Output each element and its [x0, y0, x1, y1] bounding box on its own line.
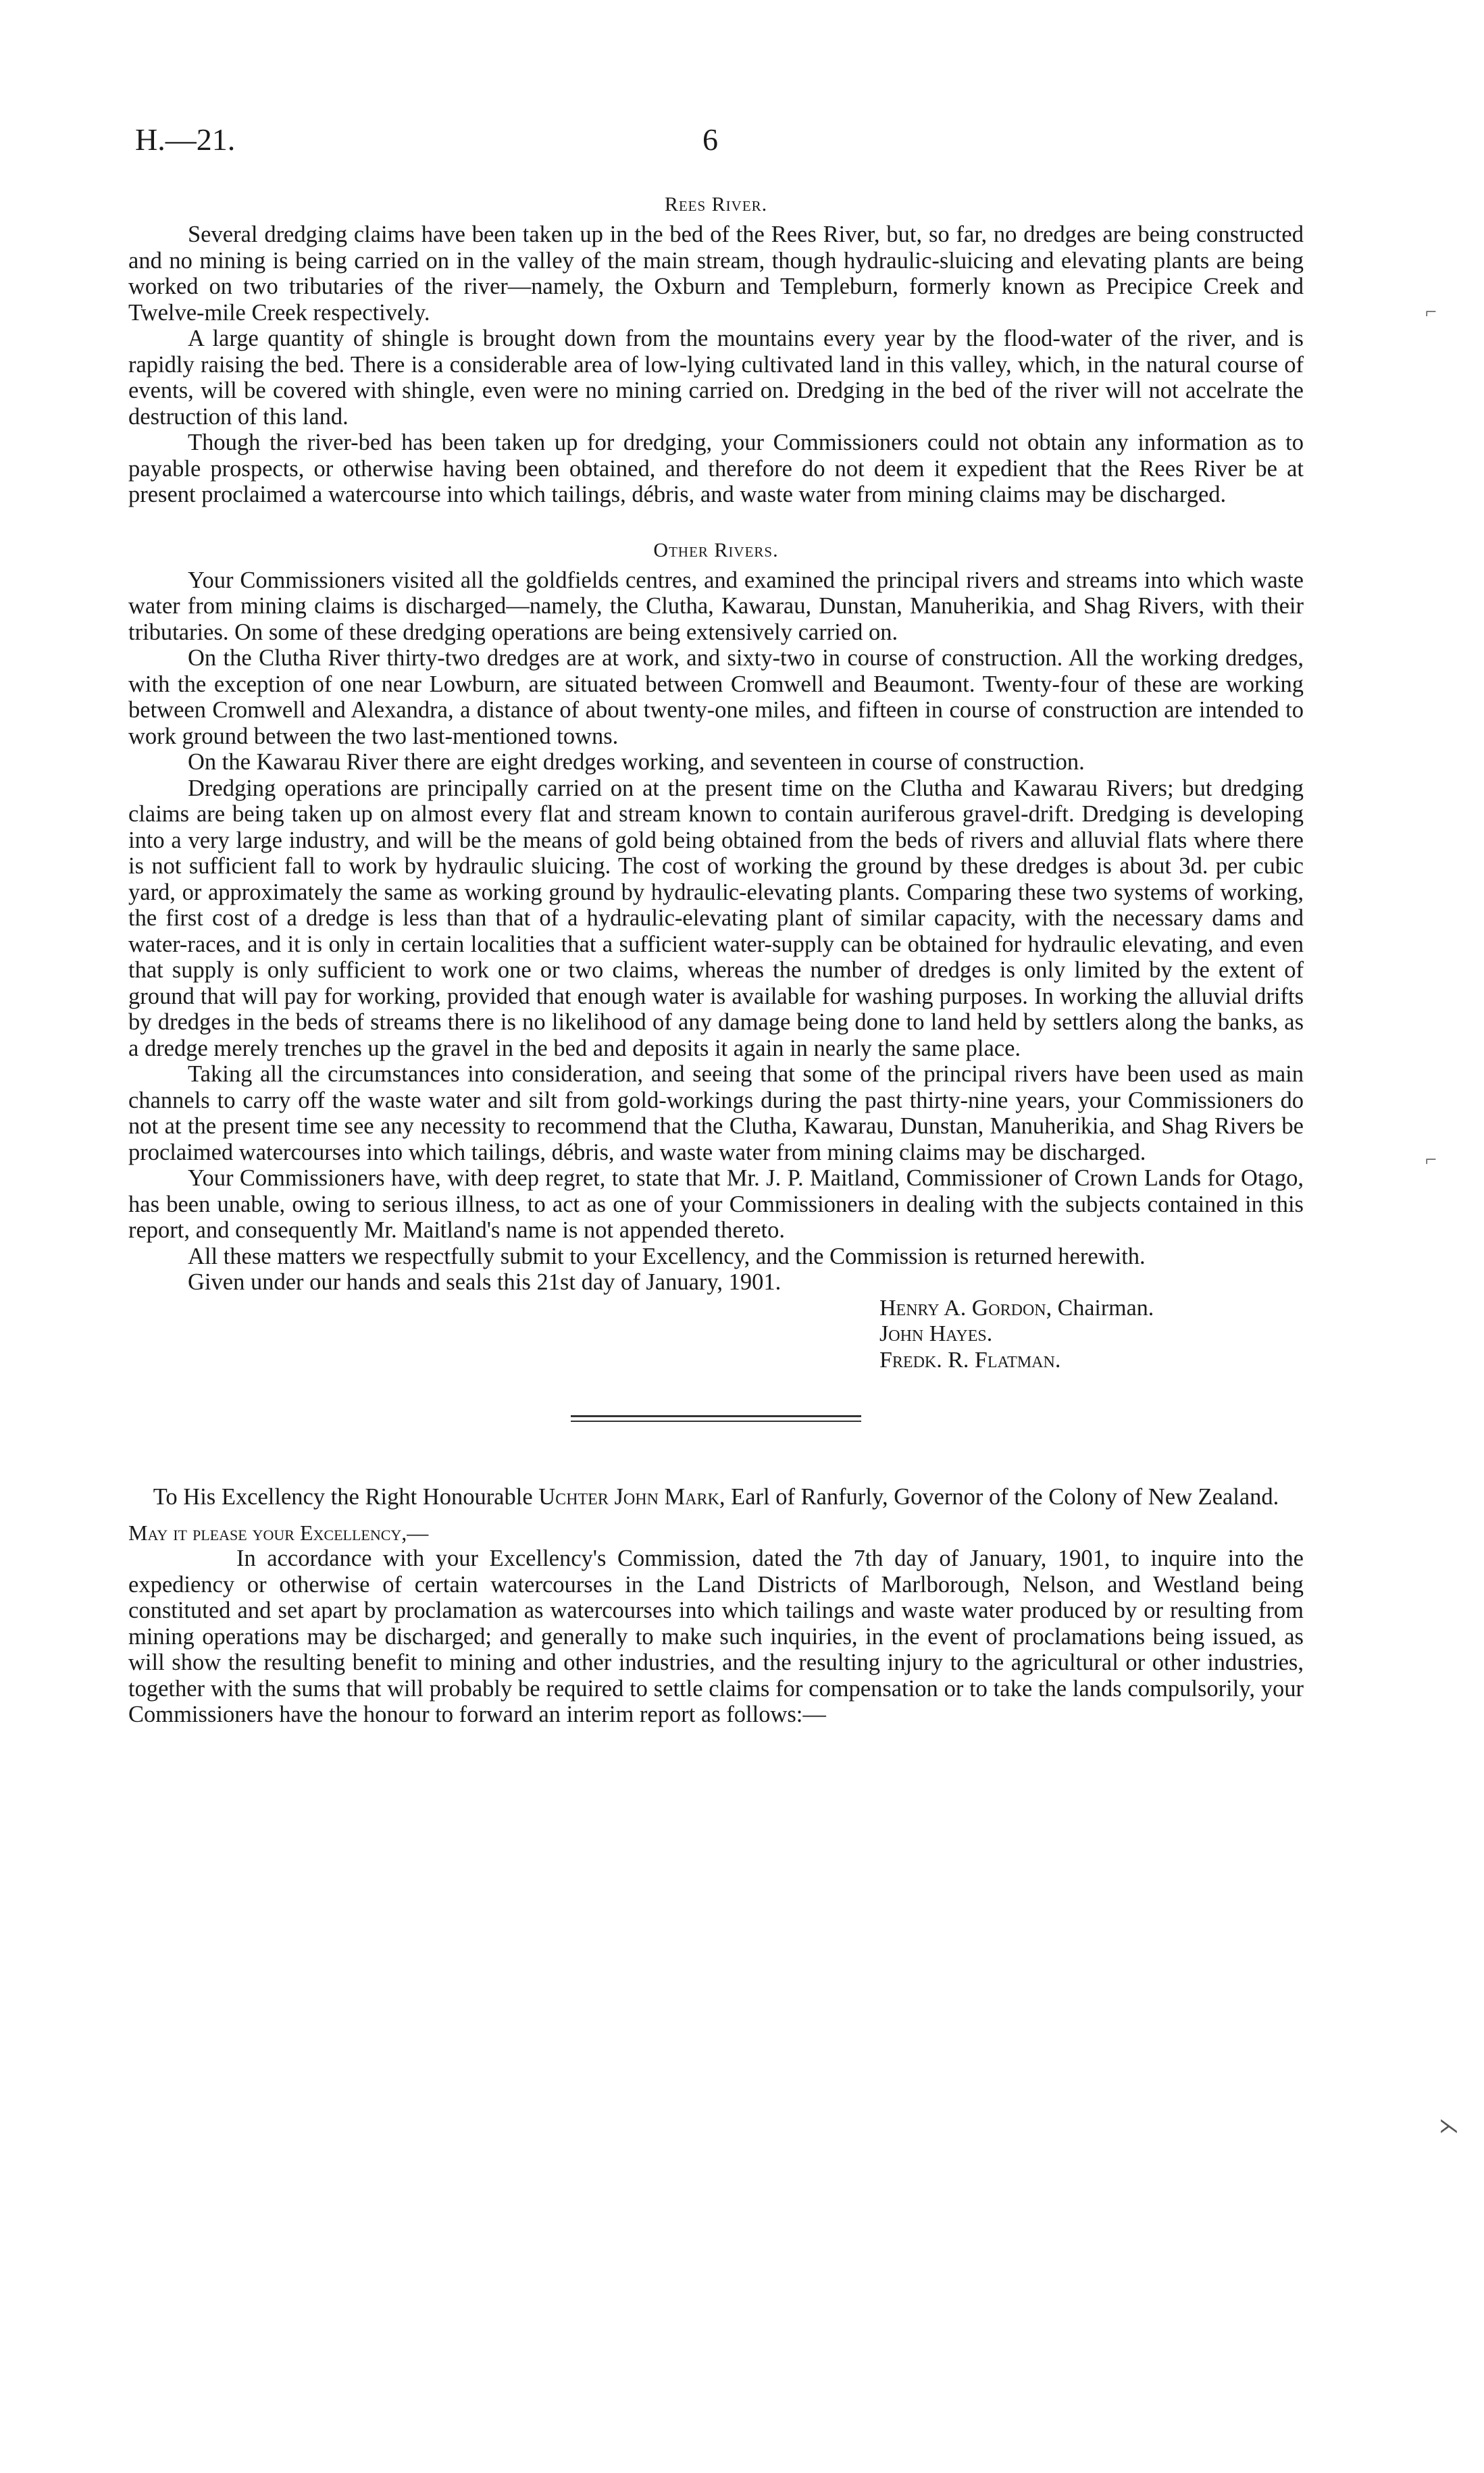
signature-block — [879, 1296, 1304, 1374]
address-line: To His Excellency the Right Honourable Uchter John Mark, Earl of Ranfurly, Governor of the Colony of New Zealand. — [153, 1484, 1279, 1510]
signatory: John Hayes. — [879, 1321, 993, 1346]
salutation: May it please your Excellency,— — [128, 1520, 429, 1545]
paragraph: On the Kawarau River there are eight dredges working, and seventeen in course of construction. — [188, 749, 1085, 775]
signatory: Henry A. Gordon, Chairman. — [879, 1295, 1154, 1321]
margin-mark: ⌐ — [1425, 1148, 1437, 1171]
paragraph: On the Clutha River thirty-two dredges are at work, and sixty-two in course of construction. All the working dredges, with the exception of one near Lowburn, are situated between Cromwell and Beaumont. Twenty-four of these are working between Cromwell and Alexandra, a distance of about twenty-one miles, and fifteen in course of construction are intended to work ground between the two last-mentioned towns. — [128, 645, 1304, 749]
paragraph: Several dredging claims have been taken up in the bed of the Rees River, but, so far, no dredges are being constructed and no mining is being carried on in the valley of the main stream, though hydraulic-sluicing and elevating plants are being worked on two tributaries of the river—namely, the Oxburn and Templeburn, formerly known as Precipice Creek and Twelve-mile Creek respectively. — [128, 222, 1304, 326]
section-divider — [571, 1415, 861, 1422]
paragraph: Though the river-bed has been taken up for dredging, your Commissioners could not obtain any information as to payable prospects, or otherwise having been obtained, and therefore do not deem it expedient that the Rees River be at present proclaimed a watercourse into which tailings, débris, and waste water from mining claims may be discharged. — [128, 430, 1304, 507]
page-body — [128, 193, 1304, 1728]
document-id: H.—21. — [135, 122, 236, 157]
paragraph: In accordance with your Excellency's Commission, dated the 7th day of January, 1901, to inquire into the expediency or otherwise of certain watercourses in the Land Districts of Marlborough, Nelson, and Westland being constituted and set apart by proclamation as watercourses into which tailings and waste water produced by or resulting from mining operations may be discharged; and generally to make such inquiries, in the event of proclamations being issued, as will show the resulting benefit to mining and other industries, and the resulting injury to the agricultural or other industries, together with the sums that will probably be required to settle claims for compensation or to take the lands compulsorily, your Commissioners have the honour to forward an interim report as follows:— — [128, 1546, 1304, 1727]
page-header — [135, 122, 1310, 169]
paragraph: Your Commissioners have, with deep regret, to state that Mr. J. P. Maitland, Commissioner of Crown Lands for Otago, has been unable, owing to serious illness, to act as one of your Commissioners in dealing with the subjects contained in this report, and consequently Mr. Maitland's name is not appended thereto. — [128, 1165, 1304, 1243]
margin-mark: ⋋ — [1439, 2115, 1459, 2137]
given-line: Given under our hands and seals this 21st day of January, 1901. — [188, 1269, 782, 1295]
section-heading: Rees River. — [664, 193, 768, 215]
paragraph: Your Commissioners visited all the goldfields centres, and examined the principal rivers and streams into which waste water from mining claims is discharged—namely, the Clutha, Kawarau, Dunstan, Manuherikia, and Shag Rivers, with their tributaries. On some of these dredging operations are being extensively carried on. — [128, 567, 1304, 645]
rees-river-section — [128, 193, 1304, 508]
signatory: Fredk. R. Flatman. — [879, 1347, 1061, 1373]
paragraph: A large quantity of shingle is brought down from the mountains every year by the flood-water of the river, and is rapidly raising the bed. There is a considerable area of low-lying cultivated land in this valley, which, in the natural course of events, will be covered with shingle, even were no mining carried on. Dredging in the bed of the river will not accelrate the destruction of this land. — [128, 326, 1304, 430]
other-rivers-section — [128, 539, 1304, 1374]
margin-mark: ⌐ — [1425, 301, 1437, 323]
paragraph: Dredging operations are principally carried on at the present time on the Clutha and Kawarau Rivers; but dredging claims are being taken up on almost every flat and stream known to contain auriferous gravel-drift. Dredging is developing into a very large industry, and will be the means of gold being obtained from the beds of rivers and alluvial flats where there is not sufficient fall to work by hydraulic sluicing. The cost of working the ground by these dredges is about 3d. per cubic yard, or approximately the same as working ground by hydraulic-elevating plants. Comparing these two systems of working, the first cost of a dredge is less than that of a hydraulic-elevating plant of similar capacity, with the necessary dams and water-races, and it is only in certain localities that a sufficient water-supply can be obtained for hydraulic elevating, and even that supply is only sufficient to work one or two claims, whereas the number of dredges is only limited by the extent of ground that will pay for working, provided that enough water is available for washing purposes. In working the alluvial drifts by dredges in the beds of streams there is no likelihood of any damage being done to land held by settlers along the banks, as a dredge merely trenches up the gravel in the bed and deposits it again in nearly the same place. — [128, 775, 1304, 1061]
section-heading: Other Rivers. — [653, 538, 779, 561]
page-number: 6 — [702, 122, 718, 157]
paragraph: Taking all the circumstances into consideration, and seeing that some of the principal rivers have been used as main channels to carry off the waste water and silt from gold-workings during the past thirty-nine years, your Commissioners do not at the present time see any necessity to recommend that the Clutha, Kawarau, Dunstan, Manuherikia, and Shag Rivers be proclaimed watercourses into which tailings, débris, and waste water from mining claims may be discharged. — [128, 1061, 1304, 1165]
second-report-section — [128, 1484, 1304, 1728]
paragraph: All these matters we respectfully submit to your Excellency, and the Commission is returned herewith. — [188, 1243, 1146, 1269]
